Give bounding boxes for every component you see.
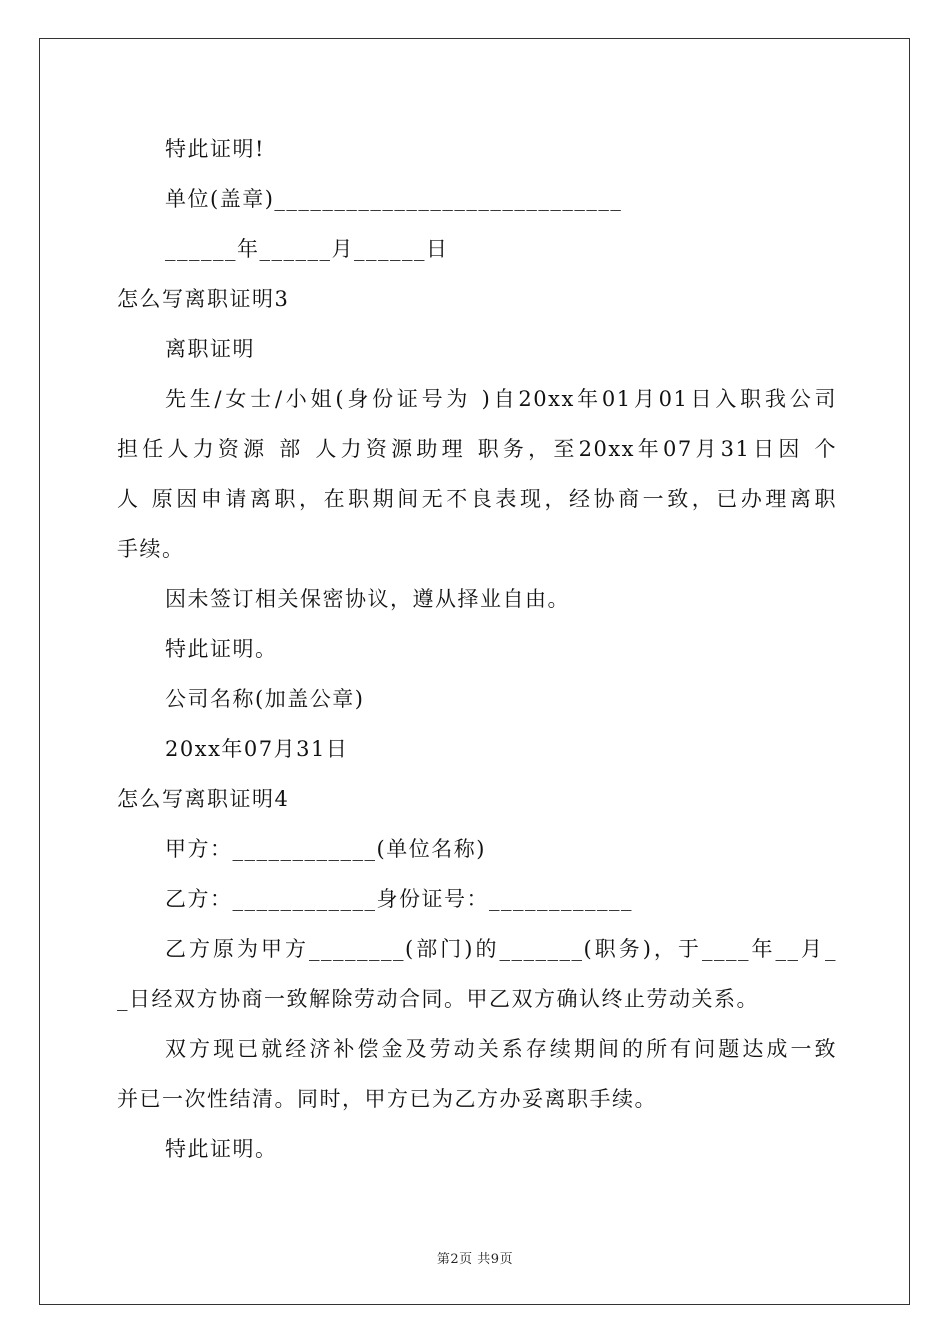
- document-line: 特此证明!: [165, 137, 265, 161]
- document-line: _日经双方协商一致解除劳动合同。甲乙双方确认终止劳动关系。: [117, 987, 759, 1011]
- document-line: 人 原因申请离职，在职期间无不良表现，经协商一致，已办理离职: [117, 487, 837, 511]
- document-line: 先生/女士/小姐(身份证号为 )自20xx年01月01日入职我公司: [165, 387, 837, 411]
- document-line: 怎么写离职证明3: [117, 287, 290, 311]
- document-line: 怎么写离职证明4: [117, 787, 290, 811]
- document-line: 20xx年07月31日: [165, 737, 349, 761]
- document-line: 单位(盖章)_____________________________: [165, 187, 623, 211]
- document-line: 并已一次性结清。同时，甲方已为乙方办妥离职手续。: [117, 1087, 657, 1111]
- page-footer: 第2页 共9页: [436, 1252, 514, 1267]
- document-line: 甲方：____________(单位名称): [165, 837, 486, 861]
- document-line: 乙方：____________身份证号：____________: [165, 887, 633, 911]
- document-line: 双方现已就经济补偿金及劳动关系存续期间的所有问题达成一致: [165, 1037, 837, 1061]
- document-line: ______年______月______日: [165, 237, 449, 261]
- document-line: 手续。: [117, 537, 185, 561]
- document-line: 离职证明: [165, 337, 255, 361]
- document-line: 特此证明。: [165, 1137, 278, 1161]
- document-body: [117, 124, 837, 1174]
- document-line: 公司名称(加盖公章): [165, 687, 365, 711]
- document-line: 特此证明。: [165, 637, 278, 661]
- document-line: 乙方原为甲方________(部门)的_______(职务)，于____年__月_: [165, 937, 837, 961]
- document-line: 因未签订相关保密协议，遵从择业自由。: [165, 587, 570, 611]
- document-line: 担任人力资源 部 人力资源助理 职务，至20xx年07月31日因 个: [117, 437, 837, 461]
